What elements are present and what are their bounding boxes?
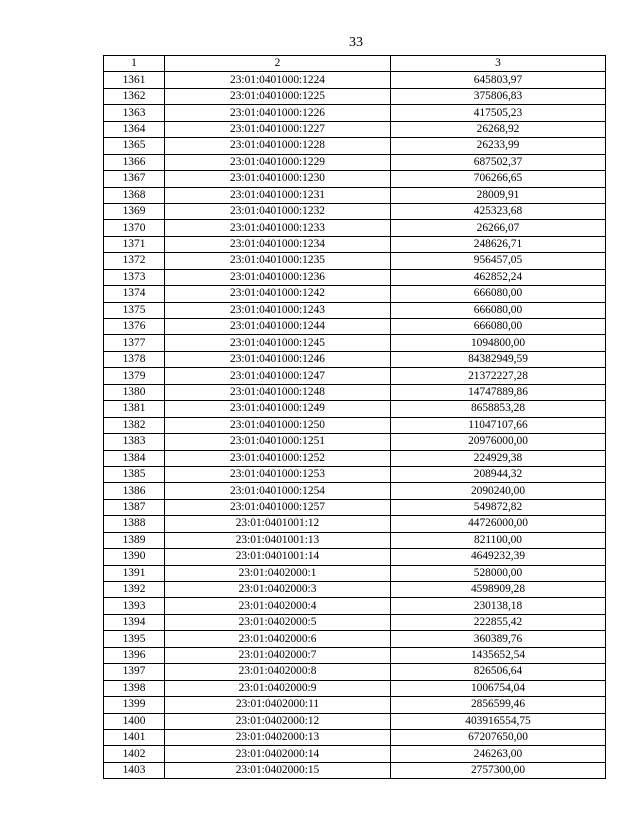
row-number-cell: 1364 [104,121,165,137]
table-row [104,582,606,598]
cadastral-number-cell: 23:01:0401000:1248 [165,384,391,400]
cadastral-number-cell: 23:01:0402000:1 [165,565,391,581]
row-number-cell: 1396 [104,647,165,663]
value-cell: 21372227,28 [391,368,606,384]
value-cell: 666080,00 [391,286,606,302]
row-number-cell: 1391 [104,565,165,581]
table-row [104,483,606,499]
table-row [104,598,606,614]
row-number-cell: 1400 [104,713,165,729]
row-number-cell: 1366 [104,154,165,170]
row-number-cell: 1397 [104,664,165,680]
value-cell: 26233,99 [391,138,606,154]
row-number-cell: 1382 [104,417,165,433]
value-cell: 666080,00 [391,302,606,318]
value-cell: 1094800,00 [391,335,606,351]
value-cell: 687502,37 [391,154,606,170]
value-cell: 375806,83 [391,88,606,104]
value-cell: 222855,42 [391,614,606,630]
row-number-cell: 1363 [104,105,165,121]
cadastral-number-cell: 23:01:0402000:11 [165,697,391,713]
value-cell: 645803,97 [391,72,606,88]
row-number-cell: 1399 [104,697,165,713]
cadastral-number-cell: 23:01:0401001:12 [165,516,391,532]
value-cell: 4598909,28 [391,582,606,598]
value-cell: 8658853,28 [391,401,606,417]
value-cell: 528000,00 [391,565,606,581]
value-cell: 246263,00 [391,746,606,762]
row-number-cell: 1375 [104,302,165,318]
value-cell: 2856599,46 [391,697,606,713]
value-cell: 462852,24 [391,269,606,285]
column-header-number: 1 [104,56,165,72]
table-row [104,532,606,548]
cadastral-number-cell: 23:01:0401000:1228 [165,138,391,154]
cadastral-number-cell: 23:01:0401000:1257 [165,499,391,515]
cadastral-number-cell: 23:01:0402000:3 [165,582,391,598]
value-cell: 14747889,86 [391,384,606,400]
row-number-cell: 1380 [104,384,165,400]
cadastral-number-cell: 23:01:0401000:1249 [165,401,391,417]
row-number-cell: 1394 [104,614,165,630]
cadastral-number-cell: 23:01:0402000:15 [165,762,391,778]
value-cell: 360389,76 [391,631,606,647]
value-cell: 417505,23 [391,105,606,121]
table-row [104,384,606,400]
table-row [104,565,606,581]
table-row [104,647,606,663]
table-row [104,203,606,219]
cadastral-number-cell: 23:01:0401000:1253 [165,466,391,482]
table-row [104,220,606,236]
cadastral-number-cell: 23:01:0401000:1227 [165,121,391,137]
table-row [104,286,606,302]
table-row [104,302,606,318]
value-cell: 248626,71 [391,236,606,252]
row-number-cell: 1385 [104,466,165,482]
table-row [104,368,606,384]
cadastral-number-cell: 23:01:0402000:6 [165,631,391,647]
cadastral-number-cell: 23:01:0401000:1233 [165,220,391,236]
row-number-cell: 1373 [104,269,165,285]
column-header-value: 3 [391,56,606,72]
cadastral-number-cell: 23:01:0401000:1234 [165,236,391,252]
cadastral-number-cell: 23:01:0401000:1231 [165,187,391,203]
table-row [104,664,606,680]
cadastral-number-cell: 23:01:0402000:12 [165,713,391,729]
row-number-cell: 1395 [104,631,165,647]
cadastral-number-cell: 23:01:0401000:1224 [165,72,391,88]
cadastral-number-cell: 23:01:0401000:1250 [165,417,391,433]
row-number-cell: 1378 [104,351,165,367]
cadastral-number-cell: 23:01:0401000:1229 [165,154,391,170]
table-row [104,713,606,729]
cadastral-number-cell: 23:01:0401000:1242 [165,286,391,302]
table-row [104,401,606,417]
value-cell: 26268,92 [391,121,606,137]
table-row [104,499,606,515]
table-row [104,450,606,466]
cadastral-number-cell: 23:01:0401000:1236 [165,269,391,285]
cadastral-number-cell: 23:01:0401001:13 [165,532,391,548]
table-body [104,72,606,779]
cadastral-number-cell: 23:01:0401000:1245 [165,335,391,351]
cadastral-number-cell: 23:01:0402000:8 [165,664,391,680]
table-row [104,746,606,762]
table-row [104,762,606,778]
value-cell: 1435652,54 [391,647,606,663]
row-number-cell: 1398 [104,680,165,696]
row-number-cell: 1369 [104,203,165,219]
value-cell: 224929,38 [391,450,606,466]
cadastral-value-table [103,55,606,779]
cadastral-number-cell: 23:01:0402000:5 [165,614,391,630]
table-row [104,187,606,203]
value-cell: 706266,65 [391,171,606,187]
table-row [104,614,606,630]
row-number-cell: 1376 [104,319,165,335]
cadastral-number-cell: 23:01:0402000:14 [165,746,391,762]
row-number-cell: 1372 [104,253,165,269]
row-number-cell: 1365 [104,138,165,154]
cadastral-number-cell: 23:01:0401000:1230 [165,171,391,187]
row-number-cell: 1401 [104,729,165,745]
table-row [104,154,606,170]
cadastral-number-cell: 23:01:0401000:1244 [165,319,391,335]
value-cell: 20976000,00 [391,434,606,450]
cadastral-number-cell: 23:01:0402000:13 [165,729,391,745]
value-cell: 826506,64 [391,664,606,680]
column-header-cadastral-number: 2 [165,56,391,72]
value-cell: 1006754,04 [391,680,606,696]
page-number: 33 [349,35,363,50]
row-number-cell: 1370 [104,220,165,236]
cadastral-number-cell: 23:01:0401000:1246 [165,351,391,367]
value-cell: 666080,00 [391,319,606,335]
cadastral-number-cell: 23:01:0402000:7 [165,647,391,663]
table-row [104,105,606,121]
cadastral-number-cell: 23:01:0401000:1243 [165,302,391,318]
table-row [104,319,606,335]
table-row [104,417,606,433]
table-row [104,434,606,450]
cadastral-number-cell: 23:01:0402000:9 [165,680,391,696]
row-number-cell: 1384 [104,450,165,466]
cadastral-number-cell: 23:01:0401000:1235 [165,253,391,269]
row-number-cell: 1389 [104,532,165,548]
value-cell: 2757300,00 [391,762,606,778]
row-number-cell: 1403 [104,762,165,778]
row-number-cell: 1393 [104,598,165,614]
table-row [104,466,606,482]
row-number-cell: 1361 [104,72,165,88]
row-number-cell: 1383 [104,434,165,450]
value-cell: 67207650,00 [391,729,606,745]
value-cell: 821100,00 [391,532,606,548]
row-number-cell: 1362 [104,88,165,104]
cadastral-number-cell: 23:01:0401001:14 [165,549,391,565]
table-row [104,549,606,565]
row-number-cell: 1379 [104,368,165,384]
cadastral-number-cell: 23:01:0401000:1247 [165,368,391,384]
cadastral-number-cell: 23:01:0401000:1226 [165,105,391,121]
table-header-row [104,56,606,72]
value-cell: 44726000,00 [391,516,606,532]
table-row [104,729,606,745]
cadastral-number-cell: 23:01:0402000:4 [165,598,391,614]
table-row [104,121,606,137]
table-row [104,335,606,351]
table-row [104,269,606,285]
value-cell: 28009,91 [391,187,606,203]
value-cell: 11047107,66 [391,417,606,433]
table-row [104,72,606,88]
cadastral-number-cell: 23:01:0401000:1251 [165,434,391,450]
row-number-cell: 1390 [104,549,165,565]
row-number-cell: 1381 [104,401,165,417]
table-row [104,631,606,647]
row-number-cell: 1388 [104,516,165,532]
value-cell: 425323,68 [391,203,606,219]
row-number-cell: 1386 [104,483,165,499]
row-number-cell: 1377 [104,335,165,351]
cadastral-number-cell: 23:01:0401000:1225 [165,88,391,104]
value-cell: 208944,32 [391,466,606,482]
table-row [104,351,606,367]
table-row [104,138,606,154]
table-row [104,697,606,713]
row-number-cell: 1402 [104,746,165,762]
row-number-cell: 1371 [104,236,165,252]
table-row [104,88,606,104]
table-row [104,516,606,532]
cadastral-number-cell: 23:01:0401000:1232 [165,203,391,219]
value-cell: 230138,18 [391,598,606,614]
table-row [104,253,606,269]
cadastral-number-cell: 23:01:0401000:1254 [165,483,391,499]
row-number-cell: 1387 [104,499,165,515]
table-row [104,236,606,252]
row-number-cell: 1392 [104,582,165,598]
table-row [104,171,606,187]
value-cell: 956457,05 [391,253,606,269]
value-cell: 549872,82 [391,499,606,515]
cadastral-number-cell: 23:01:0401000:1252 [165,450,391,466]
row-number-cell: 1374 [104,286,165,302]
value-cell: 4649232,39 [391,549,606,565]
value-cell: 84382949,59 [391,351,606,367]
row-number-cell: 1368 [104,187,165,203]
row-number-cell: 1367 [104,171,165,187]
value-cell: 26266,07 [391,220,606,236]
value-cell: 2090240,00 [391,483,606,499]
value-cell: 403916554,75 [391,713,606,729]
table-row [104,680,606,696]
